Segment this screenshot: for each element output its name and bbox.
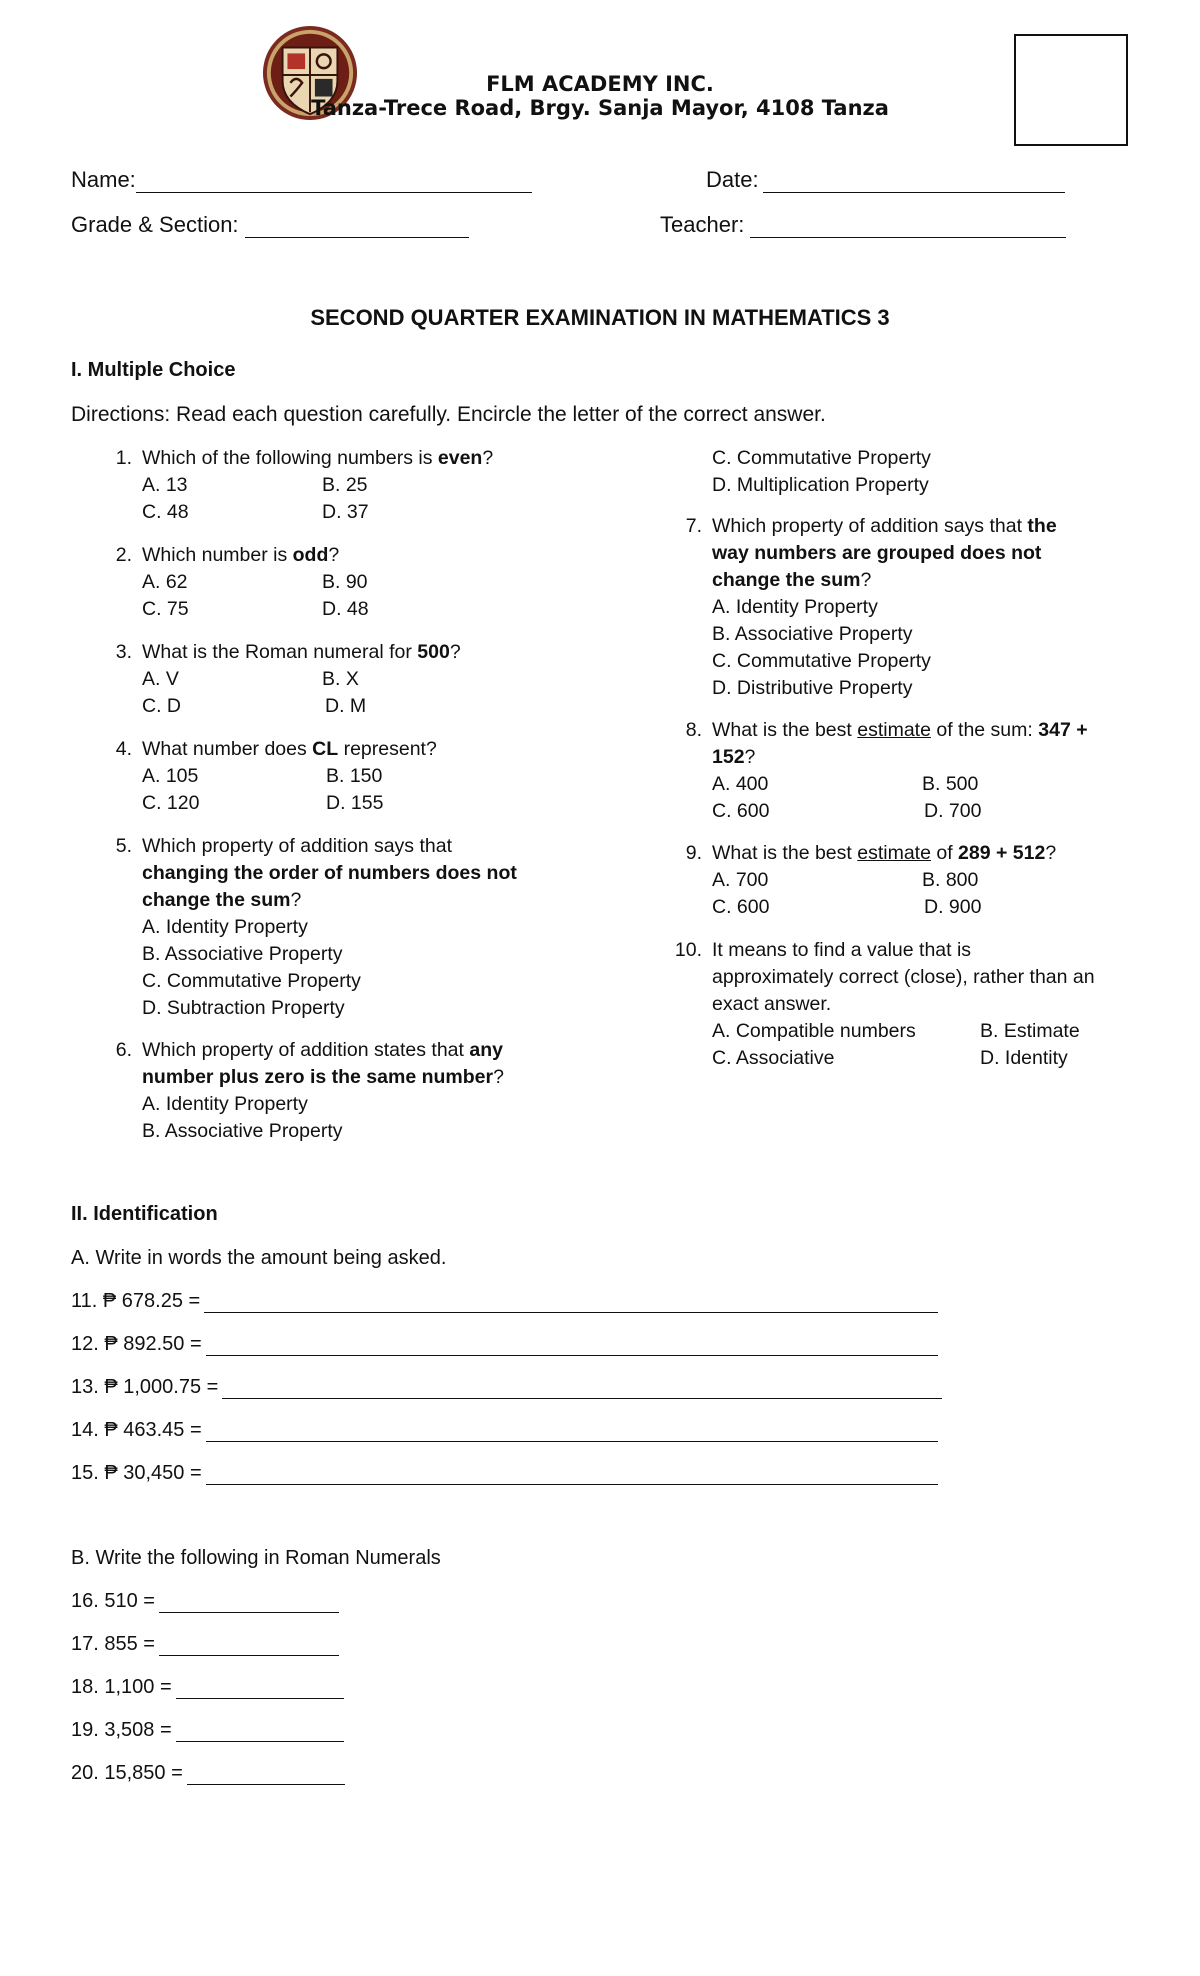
date-label: Date:: [706, 167, 759, 192]
option-a[interactable]: A. Compatible numbers: [712, 1020, 916, 1042]
option-d[interactable]: D. 48: [322, 598, 369, 620]
part1-directions: Directions: Read each question carefully. Encircle the letter of the correct answer.: [71, 403, 826, 426]
grade-section-field[interactable]: [71, 212, 469, 238]
question-text-line2: 152?: [712, 746, 756, 768]
roman-item-19: [71, 1719, 344, 1742]
answer-blank[interactable]: [176, 1680, 344, 1699]
question-number: 7.: [685, 515, 702, 537]
question-5: [94, 833, 614, 1033]
answer-blank[interactable]: [159, 1637, 339, 1656]
question-number: 3.: [115, 641, 132, 663]
option-a[interactable]: A. 400: [712, 773, 769, 795]
identification-item-15: [71, 1462, 938, 1485]
answer-blank[interactable]: [159, 1594, 339, 1613]
answer-blank[interactable]: [206, 1423, 938, 1442]
teacher-label: Teacher:: [660, 212, 745, 237]
grade-section-blank[interactable]: [245, 217, 469, 238]
question-number: 4.: [115, 738, 132, 760]
school-address: Tanza-Trece Road, Brgy. Sanja Mayor, 4108 Tanza: [311, 96, 889, 120]
option-d[interactable]: D. Subtraction Property: [142, 997, 345, 1019]
question-text: What is the Roman numeral for 500?: [142, 641, 461, 663]
option-b[interactable]: B. 25: [322, 474, 368, 496]
option-b[interactable]: B. 90: [322, 571, 368, 593]
name-field[interactable]: [71, 167, 532, 193]
question-9: [664, 840, 1164, 930]
question-text: Which of the following numbers is even?: [142, 447, 494, 469]
identification-item-14: [71, 1419, 938, 1442]
item-prompt: 18. 1,100 =: [71, 1676, 172, 1698]
part2-instruction-a: A. Write in words the amount being asked.: [71, 1247, 447, 1269]
item-prompt: 15. ₱ 30,450 =: [71, 1462, 202, 1484]
option-c[interactable]: C. Commutative Property: [142, 970, 361, 992]
question-text-line2: changing the order of numbers does not: [142, 862, 517, 884]
question-number: 1.: [115, 447, 132, 469]
option-c[interactable]: C. 600: [712, 896, 770, 918]
question-number: 2.: [115, 544, 132, 566]
name-blank[interactable]: [136, 172, 532, 193]
option-d[interactable]: D. Identity: [980, 1047, 1068, 1069]
option-a[interactable]: A. 13: [142, 474, 188, 496]
question-number: 5.: [115, 835, 132, 857]
option-a[interactable]: A. Identity Property: [142, 1093, 308, 1115]
question-text-line2: number plus zero is the same number?: [142, 1066, 504, 1088]
option-c[interactable]: C. Commutative Property: [712, 447, 931, 469]
question-text-line2: approximately correct (close), rather than an: [712, 966, 1095, 988]
question-text-line1: What is the best estimate of the sum: 347 +: [712, 719, 1088, 741]
option-b[interactable]: B. 150: [326, 765, 383, 787]
question-number: 8.: [685, 719, 702, 741]
option-c[interactable]: C. Associative: [712, 1047, 835, 1069]
question-4: [94, 736, 614, 826]
option-a[interactable]: A. 700: [712, 869, 769, 891]
question-6: [94, 1037, 614, 1157]
roman-item-16: [71, 1590, 339, 1613]
question-text-line2: way numbers are grouped does not: [712, 542, 1042, 564]
option-a[interactable]: A. Identity Property: [712, 596, 878, 618]
date-field[interactable]: [706, 167, 1065, 193]
option-b[interactable]: B. Associative Property: [142, 943, 343, 965]
identification-item-12: [71, 1333, 938, 1356]
part2-instruction-b: B. Write the following in Roman Numerals: [71, 1547, 441, 1569]
option-d[interactable]: D. M: [325, 695, 367, 717]
option-a[interactable]: A. 62: [142, 571, 188, 593]
question-text-line3: change the sum?: [712, 569, 872, 591]
roman-item-18: [71, 1676, 344, 1699]
item-prompt: 16. 510 =: [71, 1590, 155, 1612]
option-b[interactable]: B. 500: [922, 773, 979, 795]
option-a[interactable]: A. Identity Property: [142, 916, 308, 938]
question-6-continued: [712, 445, 1152, 505]
answer-blank[interactable]: [222, 1380, 942, 1399]
option-b[interactable]: B. Estimate: [980, 1020, 1080, 1042]
item-prompt: 13. ₱ 1,000.75 =: [71, 1376, 219, 1398]
option-d[interactable]: D. 900: [924, 896, 982, 918]
answer-blank[interactable]: [176, 1723, 344, 1742]
teacher-field[interactable]: [660, 212, 1066, 238]
option-d[interactable]: D. 700: [924, 800, 982, 822]
question-text-line1: Which property of addition states that any: [142, 1039, 503, 1061]
id-photo-box: [1014, 34, 1128, 146]
option-a[interactable]: A. 105: [142, 765, 199, 787]
question-text-line1: Which property of addition says that the: [712, 515, 1057, 537]
option-b[interactable]: B. Associative Property: [142, 1120, 343, 1142]
question-text-line3: exact answer.: [712, 993, 832, 1015]
question-text-line1: Which property of addition says that: [142, 835, 452, 857]
school-name: FLM ACADEMY INC.: [486, 72, 714, 96]
item-prompt: 11. ₱ 678.25 =: [71, 1290, 201, 1312]
item-prompt: 17. 855 =: [71, 1633, 155, 1655]
name-label: Name:: [71, 167, 136, 192]
question-1: [94, 445, 614, 535]
question-number: 10.: [674, 939, 702, 961]
item-prompt: 20. 15,850 =: [71, 1762, 183, 1784]
option-d[interactable]: D. 37: [322, 501, 369, 523]
date-blank[interactable]: [763, 172, 1065, 193]
option-c[interactable]: C. 120: [142, 792, 200, 814]
question-3: [94, 639, 614, 729]
answer-blank[interactable]: [206, 1337, 938, 1356]
option-d[interactable]: D. Distributive Property: [712, 677, 913, 699]
question-text: What is the best estimate of 289 + 512?: [712, 842, 1057, 864]
option-d[interactable]: D. 155: [326, 792, 384, 814]
item-prompt: 14. ₱ 463.45 =: [71, 1419, 202, 1441]
question-text-line3: change the sum?: [142, 889, 302, 911]
teacher-blank[interactable]: [750, 217, 1066, 238]
part2-heading: II. Identification: [71, 1203, 218, 1225]
answer-blank[interactable]: [206, 1466, 938, 1485]
option-c[interactable]: C. 600: [712, 800, 770, 822]
item-prompt: 12. ₱ 892.50 =: [71, 1333, 202, 1355]
identification-item-13: [71, 1376, 942, 1399]
option-b[interactable]: B. Associative Property: [712, 623, 913, 645]
option-b[interactable]: B. X: [322, 668, 359, 690]
identification-item-11: [71, 1290, 938, 1313]
question-text: What number does CL represent?: [142, 738, 437, 760]
question-7: [664, 513, 1164, 713]
question-text-line1: It means to find a value that is: [712, 939, 972, 961]
roman-item-20: [71, 1762, 345, 1785]
question-10: [664, 937, 1174, 1077]
option-c[interactable]: C. 48: [142, 501, 189, 523]
option-d[interactable]: D. Multiplication Property: [712, 474, 929, 496]
grade-section-label: Grade & Section:: [71, 212, 239, 237]
question-8: [664, 717, 1164, 837]
exam-title: SECOND QUARTER EXAMINATION IN MATHEMATICS 3: [310, 305, 890, 330]
option-c[interactable]: C. 75: [142, 598, 189, 620]
option-a[interactable]: A. V: [142, 668, 179, 690]
item-prompt: 19. 3,508 =: [71, 1719, 172, 1741]
question-number: 6.: [115, 1039, 132, 1061]
question-number: 9.: [685, 842, 702, 864]
option-b[interactable]: B. 800: [922, 869, 979, 891]
answer-blank[interactable]: [187, 1766, 345, 1785]
question-2: [94, 542, 614, 632]
option-c[interactable]: C. D: [142, 695, 181, 717]
question-text: Which number is odd?: [142, 544, 340, 566]
roman-item-17: [71, 1633, 339, 1656]
answer-blank[interactable]: [204, 1294, 938, 1313]
option-c[interactable]: C. Commutative Property: [712, 650, 931, 672]
part1-heading: I. Multiple Choice: [71, 359, 236, 381]
